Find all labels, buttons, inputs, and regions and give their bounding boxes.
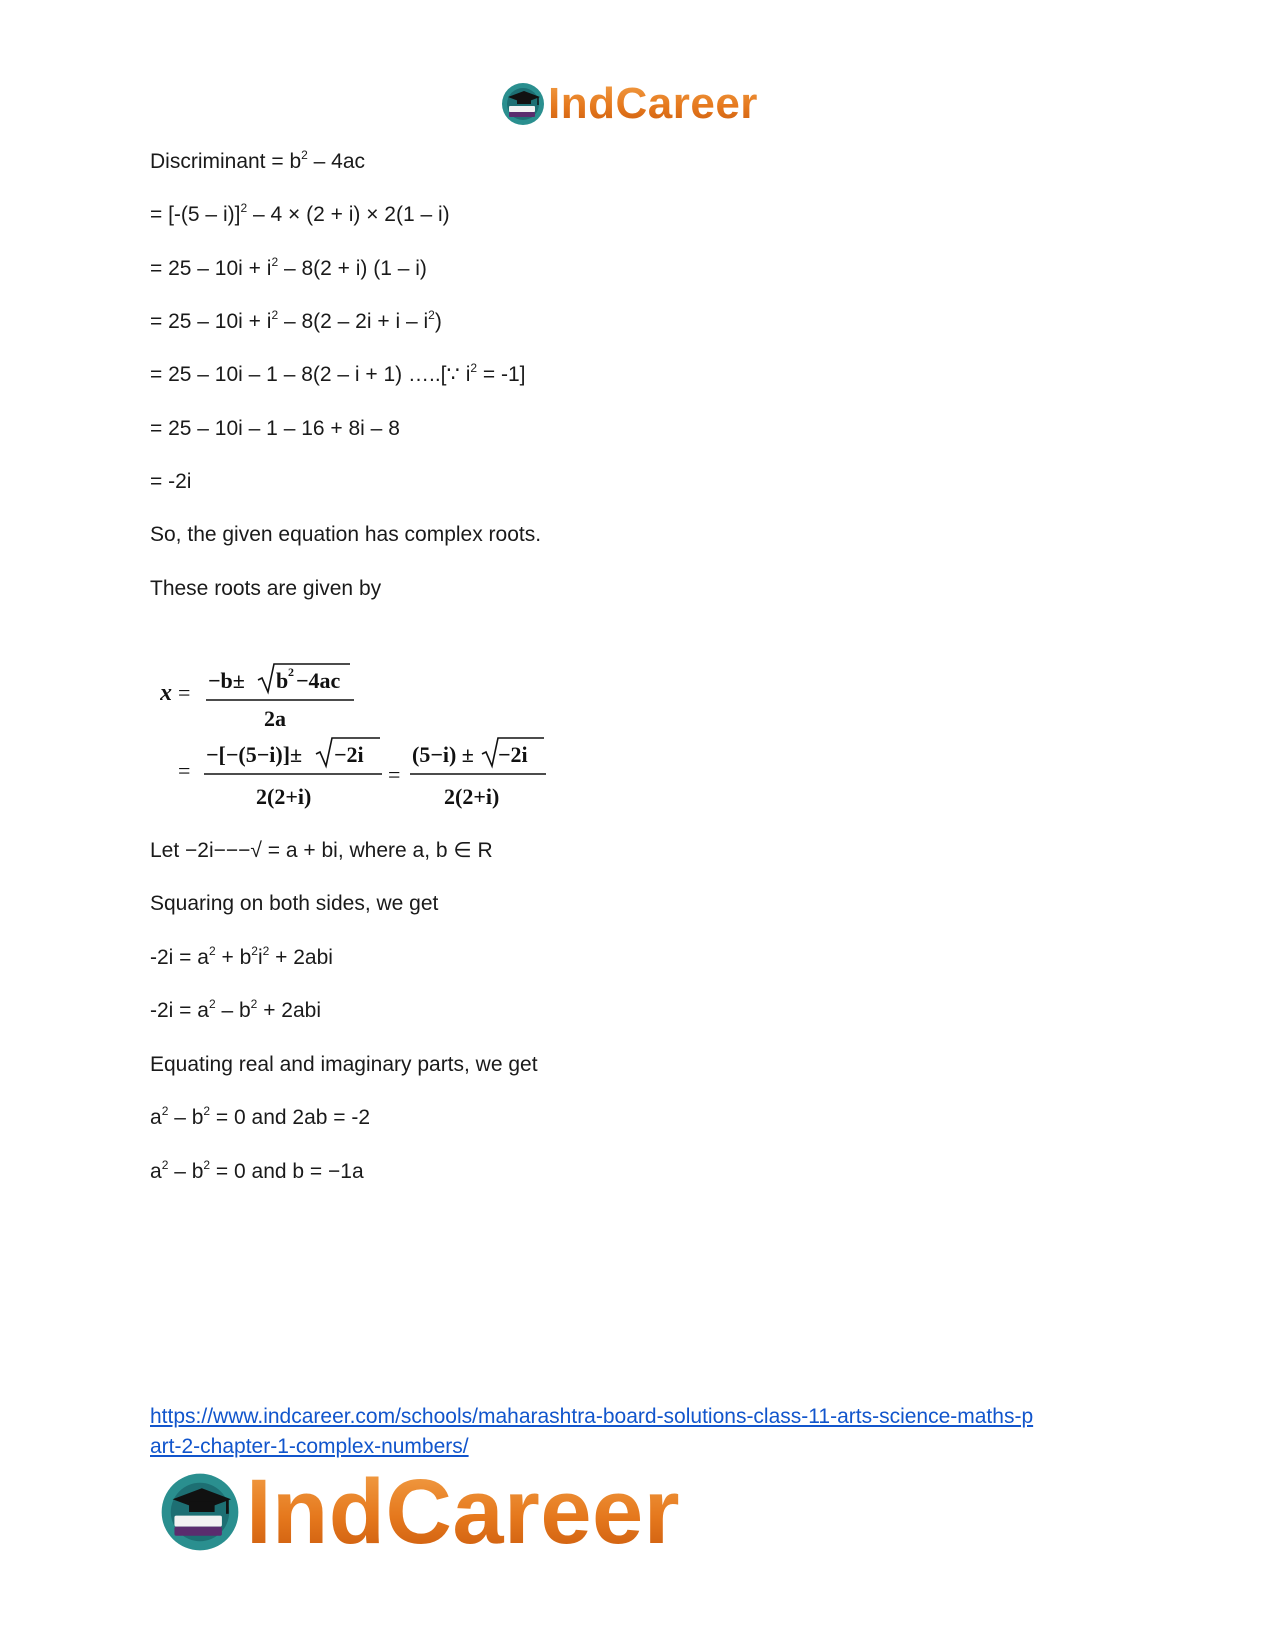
text-line: Squaring on both sides, we get xyxy=(150,892,439,915)
equation-line: $-2i = a^2 - b^2 + 2abi$ xyxy=(150,997,321,1022)
logo-wordmark: IndCareer xyxy=(548,79,758,128)
formula-rad3: −2i xyxy=(498,742,528,767)
equation-line: = $25 - 10i + i^2 - 8(2 - 2i + i - i^2)$ xyxy=(150,308,442,333)
graduation-book-icon xyxy=(500,81,546,127)
equation-line: $a^2 - b^2 = 0$ and b = −1a xyxy=(150,1158,364,1183)
formula-num1: −b± xyxy=(208,668,245,693)
formula-rad2: −2i xyxy=(334,742,364,767)
text-line: These roots are given by xyxy=(150,577,382,600)
discriminant-line: Discriminant = $b^2 - 4ac$ xyxy=(150,148,366,173)
formula-equals: = xyxy=(178,680,191,705)
text-line: So, the given equation has complex roots. xyxy=(150,523,542,546)
graduation-book-icon xyxy=(158,1470,242,1554)
equation-line: = 25 – 10i – 1 – 16 + 8i – 8 xyxy=(150,417,400,440)
equation-line: = 25 – 10i – 1 – 8(2 – i + 1) …..[∵ $i^2 = -1$] xyxy=(150,361,526,386)
formula-equals: = xyxy=(388,762,401,787)
formula-den3: 2(2+i) xyxy=(444,784,500,809)
formula-rad1: b xyxy=(276,668,289,693)
formula-den1: 2a xyxy=(264,706,286,731)
formula-num2: −[−(5−i)]± xyxy=(206,742,303,767)
text-line: Let −2i−−−√ = a + bi, where a, b ∈ R xyxy=(150,839,493,862)
equation-line: = [-(5 – i)]$^2$ – 4 × (2 + i) × 2(1 – i) xyxy=(150,201,450,226)
source-link[interactable] xyxy=(150,1402,1130,1462)
equation-line: $-2i = a^2 + b^2i^2 + 2abi$ xyxy=(150,944,333,969)
equation-line: = $25 - 10i + i^2 - 8(2 + i)$ (1 – i) xyxy=(150,255,427,280)
source-link-line2: art-2-chapter-1-complex-numbers/ xyxy=(150,1435,469,1458)
formula-num3: (5−i) ± xyxy=(412,742,474,767)
text-line: Equating real and imaginary parts, we get xyxy=(150,1053,538,1076)
formula-x: x xyxy=(160,680,172,706)
quadratic-formula xyxy=(160,658,560,818)
formula-equals: = xyxy=(178,758,191,783)
formula-rad1-post: −4ac xyxy=(296,668,341,693)
formula-den2: 2(2+i) xyxy=(256,784,312,809)
header-logo xyxy=(500,78,758,130)
footer-logo xyxy=(158,1462,680,1562)
source-link-line1: https://www.indcareer.com/schools/maharashtra-board-solutions-class-11-arts-science-maths-p xyxy=(150,1405,1034,1428)
equation-line: $a^2 - b^2 = 0$ and 2ab = -2 xyxy=(150,1104,371,1129)
logo-wordmark: IndCareer xyxy=(246,1461,680,1563)
equation-line: = -2i xyxy=(150,470,192,493)
formula-rad1-sup: 2 xyxy=(288,665,294,679)
